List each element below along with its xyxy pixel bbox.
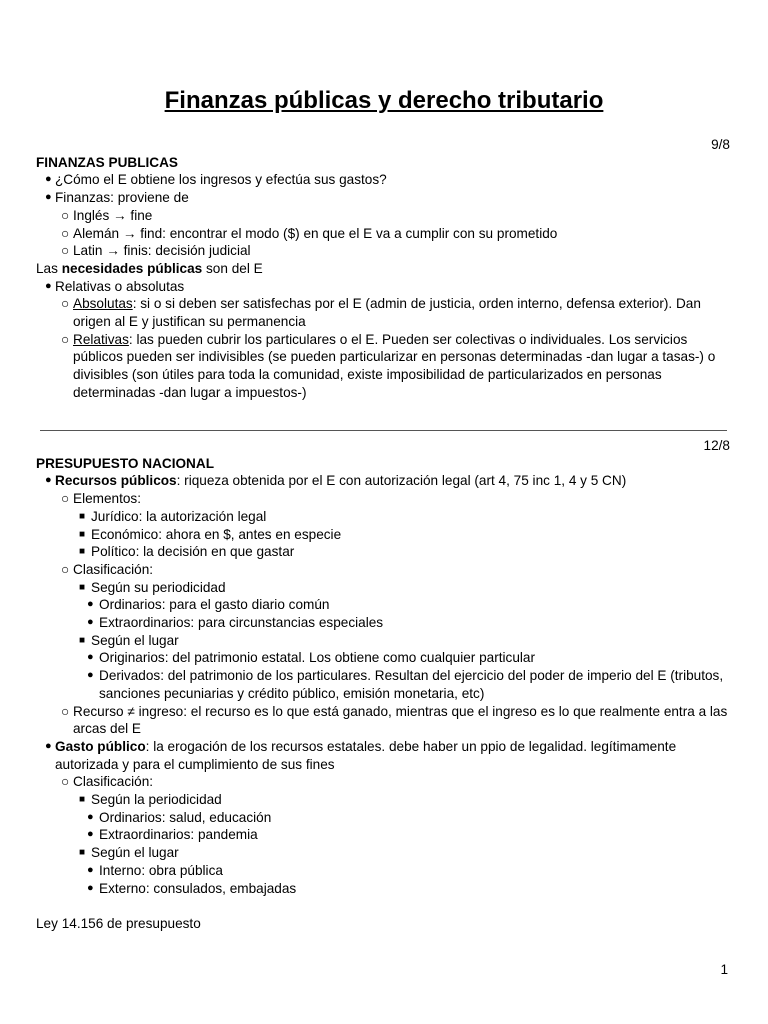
list-item: ■ Económico: ahora en $, antes en especie: [79, 526, 342, 542]
list-item: ● Extraordinarios: para circunstancias especiales: [87, 615, 384, 631]
list-item: ● Ordinarios: para el gasto diario común: [87, 597, 330, 613]
list-item: ● Derivados: del patrimonio de los particulares. Resultan del ejercicio del poder de imperio del E (tributos, sanciones pecuniarias y crédito público, emisión monetaria, etc): [87, 668, 724, 701]
list-item: ● ¿Cómo el E obtiene los ingresos y efectúa sus gastos?: [45, 172, 387, 188]
list-item: ● Gasto público: la erogación de los recursos estatales. debe haber un ppio de legalidad. legítimamente autorizada y para el cumplimiento de sus fines: [45, 738, 677, 772]
document-title: Finanzas públicas y derecho tributario: [164, 87, 604, 114]
list-item: ○ Latin → finis: decisión judicial: [61, 243, 251, 259]
list-item: ● Extraordinarios: pandemia: [87, 827, 258, 843]
list-item: ● Externo: consulados, embajadas: [87, 880, 297, 896]
list-item: ● Ordinarios: salud, educación: [87, 809, 272, 825]
list-item: ■ Político: la decisión en que gastar: [79, 544, 295, 560]
section-date: 12/8: [703, 438, 730, 453]
blank-line: [36, 897, 730, 915]
circle-bullet-icon: ○: [61, 225, 70, 241]
circle-bullet-icon: ○: [61, 296, 70, 312]
square-bullet-icon: ■: [79, 581, 86, 593]
circle-bullet-icon: ○: [61, 207, 70, 223]
list-item: ● Recursos públicos: riqueza obtenida por el E con autorización legal (art 4, 75 inc 1, 4 y 5 CN): [45, 473, 627, 489]
list-item: ○ Clasificación:: [61, 561, 154, 577]
page-number: 1: [720, 962, 728, 977]
paragraph: Ley 14.156 de presupuesto: [36, 915, 201, 931]
bullet-icon: ●: [45, 279, 52, 292]
list-item: ○ Absolutas: si o si deben ser satisfechas por el E (admin de justicia, orden interno, defensa exterior). Dan origen al E y justifican su permanencia: [61, 296, 701, 330]
bullet-icon: ●: [87, 598, 94, 611]
divider: [40, 430, 727, 431]
list-item: ○ Inglés → fine: [61, 207, 153, 223]
bullet-icon: ●: [45, 474, 52, 487]
circle-bullet-icon: ○: [61, 243, 70, 259]
square-bullet-icon: ■: [79, 794, 86, 806]
bullet-icon: ●: [87, 863, 94, 876]
list-item: ■ Según el lugar: [79, 632, 179, 648]
circle-bullet-icon: ○: [61, 703, 70, 719]
list-item: ○ Recurso ≠ ingreso: el recurso es lo que está ganado, mientras que el ingreso es lo que realmente entra a las arcas del E: [61, 703, 728, 737]
circle-bullet-icon: ○: [61, 491, 70, 507]
bullet-icon: ●: [87, 669, 94, 682]
list-item: ○ Alemán → find: encontrar el modo ($) en que el E va a cumplir con su prometido: [61, 225, 558, 241]
list-item: ■ Jurídico: la autorización legal: [79, 508, 267, 524]
bullet-icon: ●: [87, 881, 94, 894]
bullet-icon: ●: [87, 651, 94, 664]
list-item: ○ Relativas: las pueden cubrir los particulares o el E. Pueden ser colectivas o individuales. Los servicios públicos pueden ser indivisibles (se pueden particularizar en personas determinadas -dan lugar a tasas-) o divisibles (son útiles para toda la comunidad, existe imposibilidad de particularizados en personas determinadas -dan lugar a impuestos-): [61, 331, 716, 400]
circle-bullet-icon: ○: [61, 774, 70, 790]
list-item: ● Relativas o absolutas: [45, 278, 185, 294]
list-item: ■ Según el lugar: [79, 845, 179, 861]
square-bullet-icon: ■: [79, 510, 86, 522]
circle-bullet-icon: ○: [61, 561, 70, 577]
list-item: ■ Según la periodicidad: [79, 792, 222, 808]
section-finanzas-publicas: [36, 136, 730, 402]
section-date: 9/8: [711, 137, 730, 152]
bullet-icon: ●: [87, 616, 94, 629]
circle-bullet-icon: ○: [61, 331, 70, 347]
section-heading: FINANZAS PUBLICAS: [36, 154, 178, 170]
bullet-icon: ●: [45, 739, 52, 752]
square-bullet-icon: ■: [79, 847, 86, 859]
square-bullet-icon: ■: [79, 634, 86, 646]
bullet-icon: ●: [87, 810, 94, 823]
list-item: ● Finanzas: proviene de: [45, 190, 189, 206]
list-item: ■ Según su periodicidad: [79, 579, 226, 595]
list-item: ● Originarios: del patrimonio estatal. Los obtiene como cualquier particular: [87, 650, 535, 666]
list-item: ○ Clasificación:: [61, 774, 154, 790]
square-bullet-icon: ■: [79, 528, 86, 540]
paragraph: Las necesidades públicas son del E: [36, 260, 263, 276]
list-item: ○ Elementos:: [61, 491, 142, 507]
list-item: ● Interno: obra pública: [87, 862, 223, 878]
square-bullet-icon: ■: [79, 546, 86, 558]
section-presupuesto-nacional: [36, 437, 730, 933]
bullet-icon: ●: [45, 173, 52, 186]
bullet-icon: ●: [87, 828, 94, 841]
section-heading: PRESUPUESTO NACIONAL: [36, 455, 214, 471]
bullet-icon: ●: [45, 191, 52, 204]
